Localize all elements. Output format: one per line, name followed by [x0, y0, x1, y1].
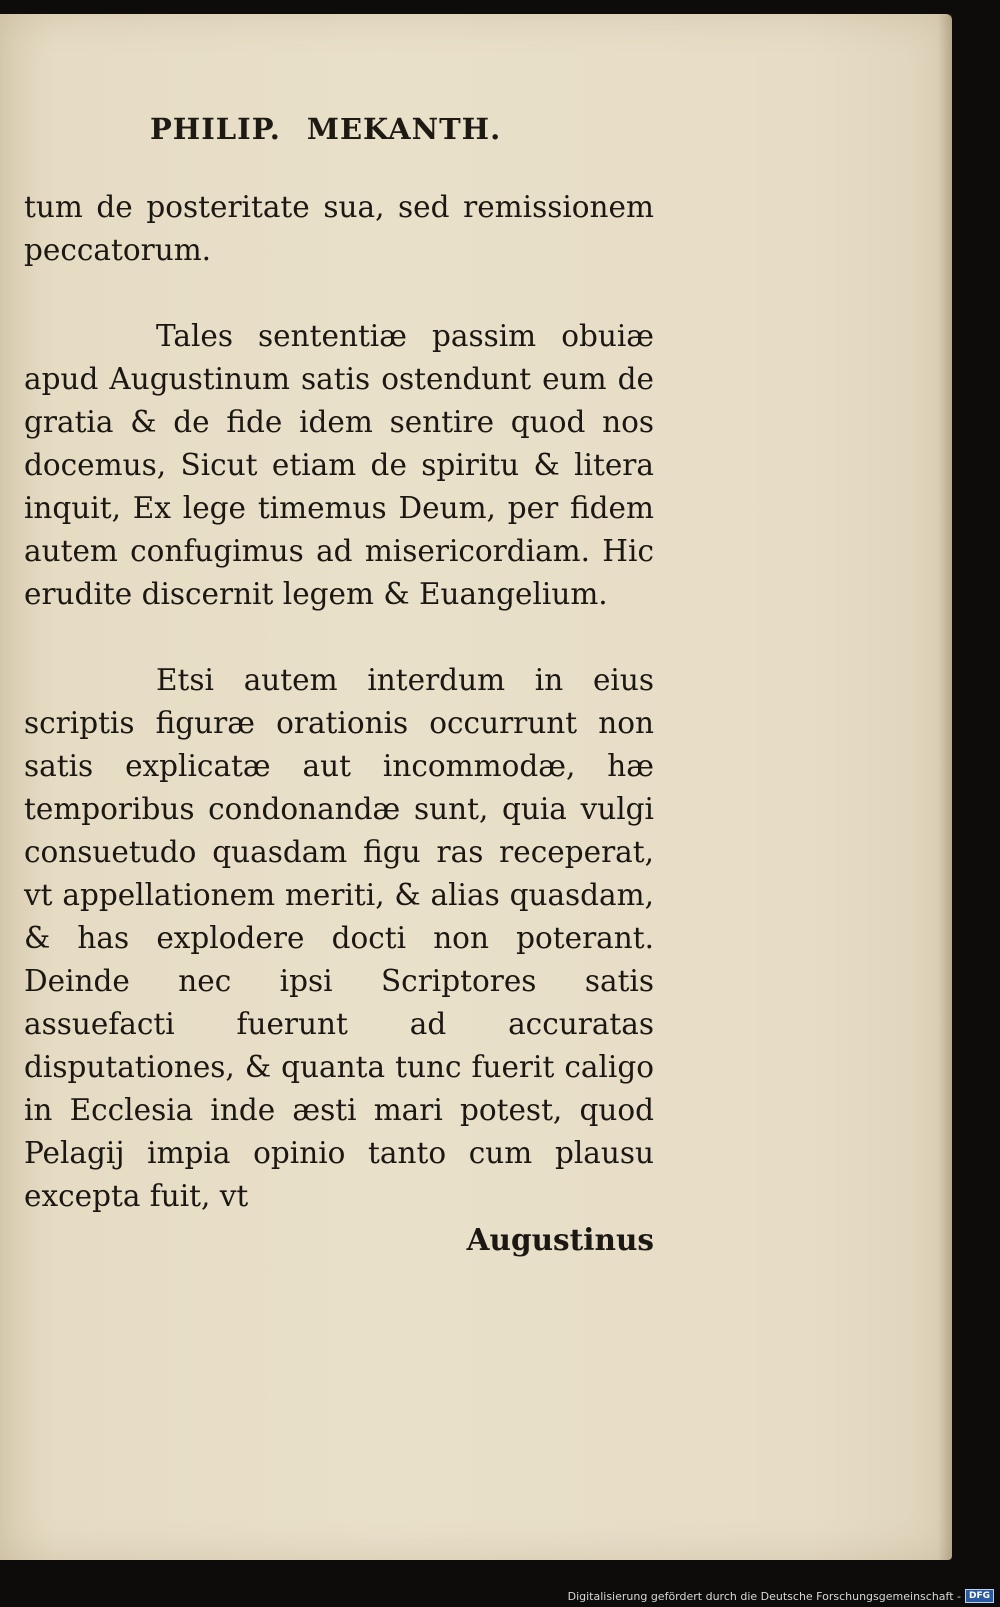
body-text [24, 186, 654, 1261]
header-left: PHILIP. [150, 112, 281, 146]
paragraph-figures-of-speech: Etsi autem interdum in eius scriptis figuræ orationis occurrunt non satis explicatæ aut incommodæ, hæ temporibus condonandæ sunt, quia vulgi consuetudo quasdam figu ras receperat, vt appellationem meriti, & alias quasdam, & has explodere docti non poterant. Deinde nec ipsi Scriptores satis assuefacti fuerunt ad accuratas disputationes, & quanta tunc fuerit caligo in Ecclesia inde æsti mari potest, quod Pelagij impia opinio tanto cum plausu excepta fuit, vt [24, 663, 654, 1213]
paragraph-augustine-sentences: Tales sententiæ passim obuiæ apud Augustinum satis ostendunt eum de gratia & de fide idem sentire quod nos docemus, Sicut etiam de spiritu & litera inquit, Ex lege timemus Deum, per fidem autem confugimus ad misericordiam. Hic erudite discernit legem & Euangelium. [24, 319, 654, 611]
paragraph-continuation: tum de posteritate sua, sed remissionem peccatorum. [24, 190, 654, 267]
running-header [150, 112, 510, 146]
digitization-credit [568, 1589, 994, 1603]
header-right: MEKANTH. [306, 112, 502, 146]
catchword: Augustinus [466, 1222, 654, 1257]
credit-text: Digitalisierung gefördert durch die Deutsche Forschungsgemeinschaft - [567, 1589, 961, 1603]
book-page [0, 14, 952, 1560]
dfg-logo: DFG [965, 1589, 994, 1603]
page-edge-shadow [938, 14, 952, 1560]
